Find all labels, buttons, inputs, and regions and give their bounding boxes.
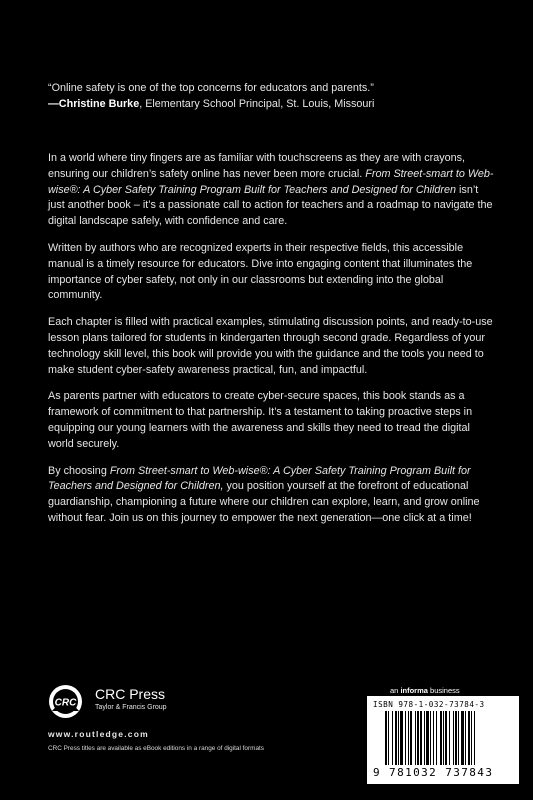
description-paragraph-4: As parents partner with educators to create cyber-secure spaces, this book stands as a framework of commitment to that partnership. It’s a testament to taking proactive steps in equipping our young learners with the awareness and skills they need to tread the digital world securely.: [48, 390, 473, 450]
barcode-bar: [455, 711, 457, 765]
barcode-bar: [436, 711, 437, 765]
publisher-block: [48, 684, 328, 764]
barcode-bar: [392, 711, 393, 765]
informa-prefix: an: [390, 686, 401, 695]
publisher-group: Taylor & Francis Group: [95, 704, 167, 711]
crc-logo-icon: [48, 684, 83, 719]
barcode-bar: [405, 711, 406, 765]
crc-logo-text: CRC: [54, 697, 77, 709]
barcode-bar: [408, 711, 409, 765]
ean-digits: 9 781032 737843: [373, 766, 494, 779]
barcode-bar: [398, 711, 399, 765]
publisher-url: www.routledge.com: [48, 729, 149, 739]
barcode-bar: [385, 711, 387, 765]
barcode-bar: [445, 711, 447, 765]
quote-author: [48, 98, 139, 110]
description-paragraph-3: Each chapter is filled with practical examples, stimulating discussion points, and ready-to-use lesson plans tailored for students in kindergarten through second grade. Regardless of your technology skill level, this book will provide you with the guidance and the tools you need to make student cyber-safety awareness practical, fun, and impactful.: [48, 316, 493, 376]
p1-rest: isn’t just another book – it’s a passionate call to action for teachers and a roadmap to navigate the digital landscape safely, with confidence and care.: [48, 183, 493, 228]
barcode-bar: [465, 711, 466, 765]
barcode-bar: [417, 711, 419, 765]
quote-dash: —: [48, 98, 59, 110]
p5-book-title: From Street-smart to Web-wise®: A Cyber Safety Training Program Built for Teachers and Designed for Children,: [48, 464, 471, 493]
quote-author-role: , Elementary School Principal, St. Louis, Missouri: [139, 98, 375, 110]
barcode-bar: [440, 711, 442, 765]
barcode-bar: [410, 711, 412, 765]
barcode-bar: [443, 711, 444, 765]
informa-business-label: [390, 686, 460, 695]
isbn-text: ISBN 978-1-032-73784-3: [373, 700, 485, 709]
informa-brand: informa: [400, 686, 428, 695]
p1-book-title: From Street-smart to Web-wise®: A Cyber Safety Training Program Built for Teachers and Designed for Children: [48, 167, 494, 196]
quote-text: “Online safety is one of the top concerns for educators and parents.”: [48, 82, 374, 94]
book-description: [48, 151, 496, 538]
publisher-name: CRC Press: [95, 686, 166, 702]
barcode-bar: [471, 711, 472, 765]
barcode-bars: [385, 711, 505, 767]
barcode-bar: [400, 711, 403, 765]
p5-intro: By choosing: [48, 464, 110, 477]
barcode-bar: [433, 711, 434, 765]
barcode-bar: [395, 711, 397, 765]
endorsement-quote: [48, 80, 508, 112]
barcode-bar: [430, 711, 431, 765]
barcode-bar: [449, 711, 450, 765]
barcode-bar: [420, 711, 422, 765]
barcode-bar: [461, 711, 464, 765]
barcode-bar: [474, 711, 475, 765]
p1-intro: In a world where tiny fingers are as familiar with touchscreens as they are with crayons, ensuring our children’s safety online has never been more crucial.: [48, 152, 466, 180]
description-paragraph-1: [48, 151, 496, 230]
description-paragraph-2: Written by authors who are recognized experts in their respective fields, this accessible manual is a timely resource for educators. Dive into engaging content that illuminates the importance of cyber safety, not only in our classrooms but extending into the global community.: [48, 241, 473, 302]
description-paragraph-5: [48, 464, 496, 527]
barcode-bar: [453, 711, 454, 765]
barcode-bar: [426, 711, 429, 765]
informa-suffix: business: [427, 686, 460, 695]
barcode-bar: [415, 711, 416, 765]
ebook-note: CRC Press titles are available as eBook editions in a range of digital formats: [48, 745, 264, 752]
quote-attribution: [48, 96, 508, 112]
barcode-bar: [388, 711, 389, 765]
p5-rest: you position yourself at the forefront of educational guardianship, championing a future where our children can explore, learn, and grow online without fear. Join us on this journey to empower the next generation—one click at a time!: [48, 480, 480, 524]
isbn-barcode: [367, 696, 519, 784]
barcode-bar: [468, 711, 470, 765]
barcode-bar: [458, 711, 459, 765]
barcode-bar: [424, 711, 425, 765]
quote-author-name: Christine Burke: [58, 98, 140, 110]
